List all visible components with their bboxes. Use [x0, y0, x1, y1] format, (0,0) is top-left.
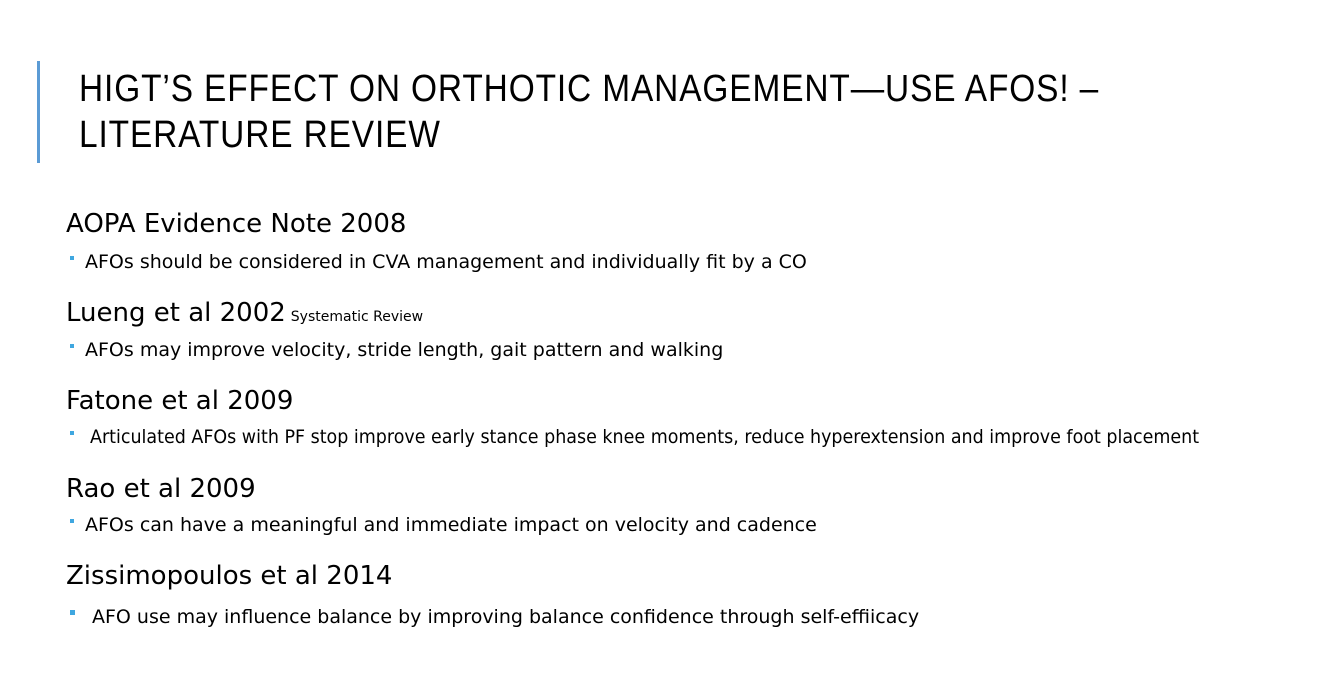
- bullet-item-aopa: [70, 250, 807, 274]
- section-heading-lueng: [66, 297, 423, 333]
- bullet-item-rao: [70, 513, 817, 537]
- section-heading-zissimopoulos: [66, 560, 392, 592]
- slide-title-line-2: LITERATURE REVIEW: [79, 114, 441, 156]
- section-heading-text: Fatone et al 2009: [66, 386, 294, 416]
- section-heading-text: AOPA Evidence Note 2008: [66, 209, 407, 239]
- bullet-item-fatone: [70, 425, 1296, 449]
- section-heading-rao: [66, 473, 256, 505]
- section-heading-aopa: [66, 208, 406, 240]
- section-heading-fatone: [66, 385, 293, 417]
- bullet-text: Articulated AFOs with PF stop improve early stance phase knee moments, reduce hyperextension and improve foot placement: [90, 426, 1200, 448]
- bullet-text: AFO use may influence balance by improving balance confidence through self-effiicacy: [92, 606, 920, 628]
- bullet-text: AFOs should be considered in CVA management and individually fit by a CO: [85, 251, 807, 273]
- square-bullet-icon: [70, 344, 74, 348]
- square-bullet-icon: [70, 610, 75, 615]
- bullet-item-zissimopoulos: [70, 605, 919, 629]
- section-heading-text: Zissimopoulos et al 2014: [66, 561, 393, 591]
- section-heading-text: Rao et al 2009: [66, 474, 256, 504]
- bullet-text: AFOs may improve velocity, stride length, gait pattern and walking: [85, 339, 724, 361]
- bullet-item-lueng: [70, 338, 723, 362]
- square-bullet-icon: [70, 256, 74, 260]
- bullet-text: AFOs can have a meaningful and immediate impact on velocity and cadence: [85, 514, 817, 536]
- square-bullet-icon: [70, 519, 74, 523]
- section-heading-text: Lueng et al 2002: [66, 298, 286, 328]
- square-bullet-icon: [70, 431, 74, 435]
- slide-title: [79, 66, 1135, 158]
- section-heading-note: Systematic Review: [290, 309, 424, 325]
- slide-title-line-1: HIGT’S EFFECT ON ORTHOTIC MANAGEMENT—USE AFOS! –: [79, 68, 1100, 110]
- title-accent-bar: [37, 61, 40, 163]
